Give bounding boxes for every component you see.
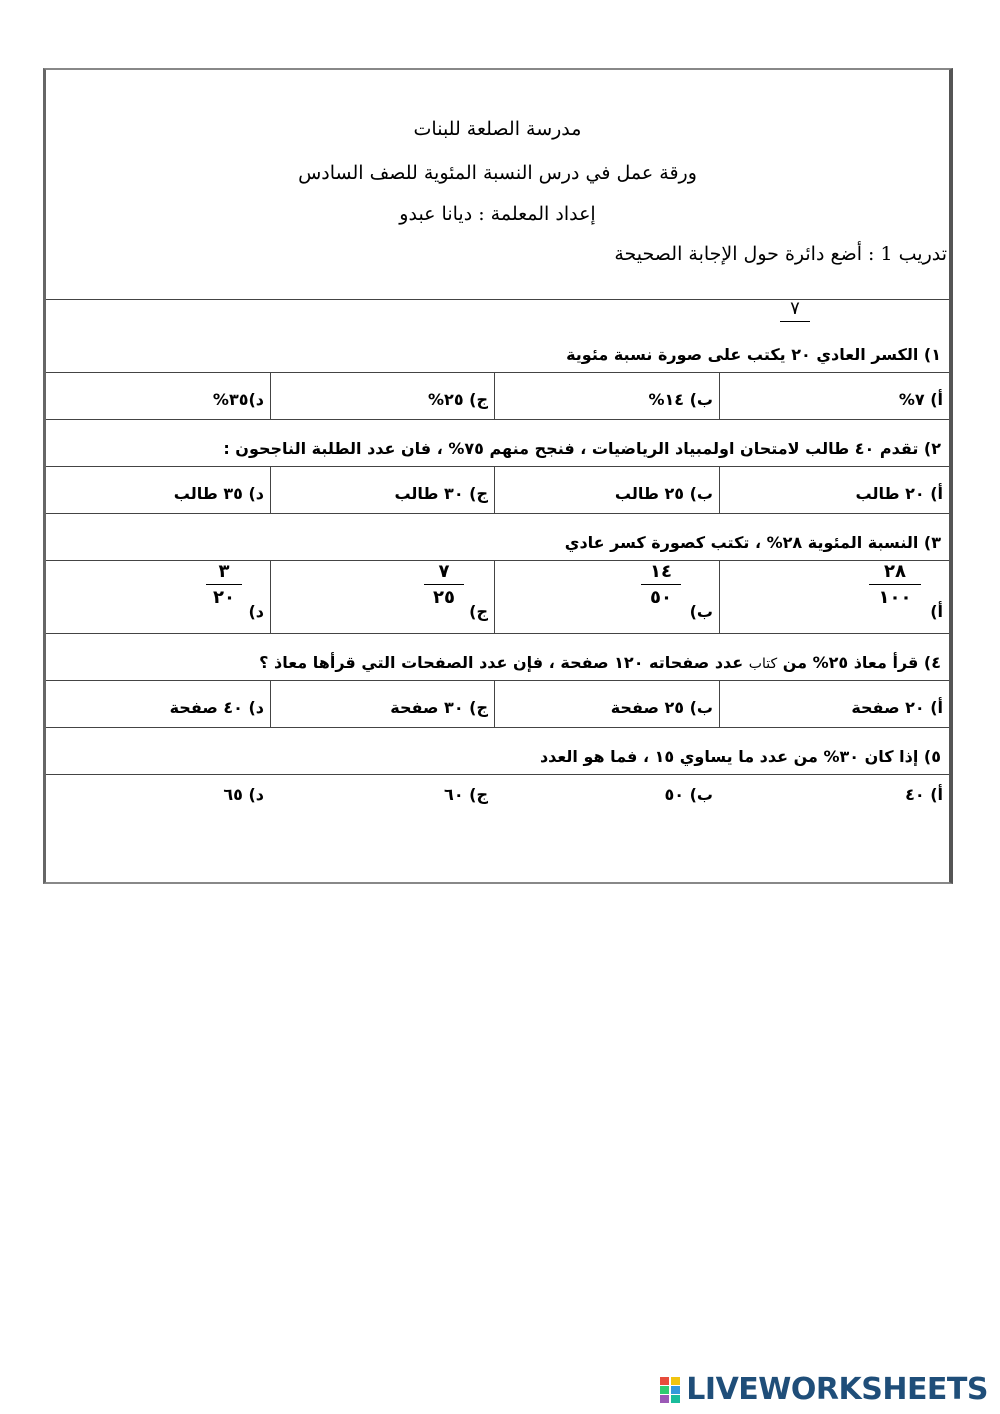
- q5-option-c[interactable]: ج) ٦٠: [444, 785, 488, 804]
- q1-fraction: [780, 298, 810, 324]
- question-3-options: [46, 560, 949, 633]
- liveworksheets-logo[interactable]: [660, 1372, 988, 1407]
- q3a-denominator: ١٠٠: [878, 587, 912, 608]
- q2-option-b[interactable]: ب) ٢٥ طالب: [494, 467, 719, 513]
- q3-option-c[interactable]: ج) ٧ ٢٥: [270, 561, 494, 633]
- liveworksheets-icon: [660, 1377, 682, 1403]
- question-5: [46, 727, 949, 774]
- q3-option-a[interactable]: أ) ٢٨ ١٠٠: [719, 561, 949, 633]
- question-3: [46, 513, 949, 560]
- q3d-denominator: ٢٠: [213, 587, 235, 608]
- question-3-text: ٣) النسبة المئوية ٢٨% ، تكتب كصورة كسر عادي: [564, 533, 941, 552]
- worksheet-title: ورقة عمل في درس النسبة المئوية للصف السادس: [298, 162, 697, 184]
- q5-option-d[interactable]: د) ٦٥: [223, 785, 264, 804]
- q1-option-b[interactable]: ب) ١٤%: [494, 373, 719, 419]
- q1-option-d[interactable]: د)٣٥%: [212, 390, 264, 409]
- question-5-text: ٥) إذا كان ٣٠% من عدد ما يساوي ١٥ ، فما هو العدد: [539, 747, 941, 766]
- q2-option-c[interactable]: ج) ٣٠ طالب: [270, 467, 494, 513]
- q1-option-a[interactable]: أ) ٧%: [719, 373, 949, 419]
- worksheet: [43, 68, 953, 884]
- q3a-numerator: ٢٨: [884, 561, 906, 582]
- question-2-text: ٢) تقدم ٤٠ طالب لامتحان اولمبياد الرياضيات ، فنجح منهم ٧٥% ، فان عدد الطلبة الناجحون :: [223, 439, 941, 458]
- question-1: [46, 299, 949, 372]
- q3-option-d[interactable]: د) ٣ ٢٠: [44, 561, 270, 633]
- q4-option-a[interactable]: أ) ٢٠ صفحة: [719, 681, 949, 727]
- teacher-name: إعداد المعلمة : ديانا عبدو: [399, 203, 596, 225]
- instruction: تدريب 1 : أضع دائرة حول الإجابة الصحيحة: [614, 243, 947, 265]
- q3b-denominator: ٥٠: [650, 587, 672, 608]
- q5-option-a[interactable]: أ) ٤٠: [905, 785, 943, 804]
- question-2-options: [46, 466, 949, 513]
- q2-option-a[interactable]: أ) ٢٠ طالب: [719, 467, 949, 513]
- brand-name: LIVEWORKSHEETS: [686, 1372, 988, 1407]
- worksheet-header: [46, 70, 949, 299]
- q2-option-d[interactable]: د) ٣٥ طالب: [173, 484, 264, 503]
- q5-option-b[interactable]: ب) ٥٠: [664, 785, 713, 804]
- q4-option-d[interactable]: د) ٤٠ صفحة: [169, 698, 264, 717]
- q3b-numerator: ١٤: [650, 561, 672, 582]
- q4-option-b[interactable]: ب) ٢٥ صفحة: [494, 681, 719, 727]
- q4-option-c[interactable]: ج) ٣٠ صفحة: [270, 681, 494, 727]
- question-4-text: ٤) قرأ معاذ ٢٥% من كتاب عدد صفحاته ١٢٠ صفحة ، فإن عدد الصفحات التي قرأها معاذ ؟: [259, 653, 941, 672]
- q3d-numerator: ٣: [218, 561, 230, 582]
- question-2: [46, 419, 949, 466]
- question-4: [46, 633, 949, 680]
- question-1-text: ١) الكسر العادي ٢٠ يكتب على صورة نسبة مئوية: [566, 345, 941, 364]
- question-1-options: [46, 372, 949, 419]
- question-4-options: [46, 680, 949, 727]
- q1-option-c[interactable]: ج) ٢٥%: [270, 373, 494, 419]
- school-name: مدرسة الصلعة للبنات: [413, 118, 582, 140]
- q3c-numerator: ٧: [438, 561, 450, 582]
- q1-numerator: ٧: [790, 298, 800, 319]
- q3-option-b[interactable]: ب) ١٤ ٥٠: [494, 561, 719, 633]
- question-5-options: [46, 774, 949, 882]
- q3c-denominator: ٢٥: [433, 587, 455, 608]
